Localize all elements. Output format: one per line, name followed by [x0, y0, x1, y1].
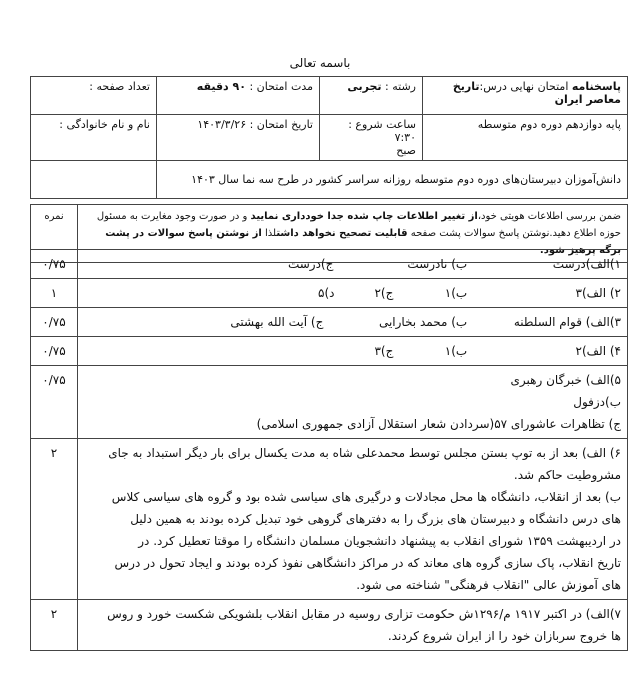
field-value: تجربی — [347, 80, 382, 93]
answer-1-c: ج)درست — [287, 257, 334, 271]
exam-subject-prefix: امتحان نهایی درس: — [479, 80, 569, 93]
answer-6 — [78, 439, 628, 600]
notice-part1: ضمن بررسی اطلاعات هویتی خود، — [477, 211, 621, 222]
duration-cell — [157, 77, 320, 115]
answer-row-1 — [31, 250, 628, 279]
answer-2-c: ج)۲ — [374, 286, 394, 300]
answer-6-line: ۶) الف) بعد از به توپ بستن مجلس توسط محمدعلی شاه به مدت یکسال برای بار دیگر استبداد به جای — [108, 446, 621, 460]
answer-row-7 — [31, 600, 628, 651]
notice-bold1: از تغییر اطلاعات چاپ شده جدا خودداری نمایید — [250, 211, 478, 222]
exam-date-value: ۱۴۰۳/۳/۲۶ — [197, 118, 247, 131]
exam-date-cell — [157, 115, 320, 161]
page-title: باسمه تعالی — [289, 56, 351, 70]
score-2: ۱ — [31, 279, 78, 308]
answer-1 — [78, 250, 628, 279]
answer-row-3 — [31, 308, 628, 337]
answer-5-c: ج) تظاهرات عاشورای ۵۷(سردادن شعار استقلال آزادی جمهوری اسلامی) — [256, 417, 621, 431]
score-1: ۰/۷۵ — [31, 250, 78, 279]
answer-3-a: ۳)الف) قوام السلطنه — [513, 315, 621, 329]
answer-4-b: ب)۱ — [444, 344, 468, 358]
answer-2 — [78, 279, 628, 308]
answer-4-c: ج)۳ — [374, 344, 394, 358]
score-4: ۰/۷۵ — [31, 337, 78, 366]
score-3: ۰/۷۵ — [31, 308, 78, 337]
answer-row-2 — [31, 279, 628, 308]
duration-label: مدت امتحان : — [245, 80, 313, 93]
answer-row-5 — [31, 366, 628, 439]
exam-subject: تاریخ معاصر ایران — [452, 80, 621, 106]
answer-6-line: های آموزش عالی "انقلاب فرهنگی" شناخته می شود. — [356, 578, 621, 592]
score-7: ۲ — [31, 600, 78, 651]
score-6: ۲ — [31, 439, 78, 600]
notice-part2: و در صورت وجود مغایرت به مسئول حوزه اطلاع دهید.نوشتن پاسخ سوالات پشت صفحه — [96, 211, 621, 239]
header-table — [30, 76, 628, 199]
start-time-value: ۷:۳۰ — [394, 131, 416, 144]
answer-6-line: های درس دانشگاه و دبیرستان های بزرگ را به دفترهای گروهی خود تبدیل کرده بودند به همین دلیل — [130, 512, 621, 526]
answer-6-line: مشروطیت حاکم شد. — [513, 468, 621, 482]
score-5: ۰/۷۵ — [31, 366, 78, 439]
answer-5 — [78, 366, 628, 439]
answer-row-6 — [31, 439, 628, 600]
start-time-label: ساعت شروع : — [348, 118, 416, 131]
exam-subject-cell — [423, 77, 628, 115]
students-cell — [157, 161, 628, 199]
field-label: رشته : — [381, 80, 416, 93]
answer-2-a: ۲) الف)۳ — [575, 286, 621, 300]
answer-2-d: د)۵ — [318, 286, 335, 300]
start-time-cell — [320, 115, 423, 161]
answer-row-4 — [31, 337, 628, 366]
name-label: نام و نام خانوادگی : — [59, 118, 150, 131]
answer-sheet-label: پاسخنامه — [571, 80, 621, 93]
answer-3-c: ج) آیت الله بهشتی — [230, 315, 324, 329]
answer-3-b: ب) محمد بخارایی — [378, 315, 468, 329]
notice-part3: لذا — [261, 228, 277, 239]
grade: پایه دوازدهم دوره دوم متوسطه — [477, 118, 621, 131]
answer-4-a: ۴) الف)۲ — [575, 344, 621, 358]
grade-cell — [423, 115, 628, 161]
pages-cell — [31, 77, 157, 115]
field-cell — [320, 77, 423, 115]
pages-label: تعداد صفحه : — [89, 80, 150, 93]
name-cell — [31, 115, 157, 161]
exam-date-label: تاریخ امتحان : — [246, 118, 313, 131]
answer-5-a: ۵)الف) خبرگان رهبری — [510, 373, 621, 387]
students-line: دانش‌آموزان دبیرستان‌های دوره دوم متوسطه روزانه سراسر کشور در طرح سه نما سال ۱۴۰۳ — [191, 173, 621, 186]
answer-6-line: در اردیبهشت ۱۳۵۹ شورای انقلاب به پیشنهاد دانشجویان مسلمان دانشگاه را موقتا تعطیل کرد. در — [138, 534, 621, 548]
start-time-period: صبح — [396, 144, 416, 157]
notice-bold3: از نوشتن پاسخ سوالات در پشت برگه پرهیز شود. — [105, 228, 621, 256]
score-header: نمره — [31, 205, 78, 263]
answer-6-line: تاریخ انقلاب، پاک سازی گروه های معاند که در مراکز دانشگاهی نفوذ کرده بودند و ایجاد تحول در درس — [114, 556, 621, 570]
blank-cell — [31, 161, 157, 199]
answer-7 — [78, 600, 628, 651]
answer-1-b: ب) نادرست — [407, 257, 468, 271]
answer-2-b: ب)۱ — [444, 286, 468, 300]
answer-7-line: ۷)الف) در اکتبر ۱۹۱۷ م/۱۲۹۶ش حکومت تزاری روسیه در مقابل انقلاب بلشویکی شکست خورد و روس — [107, 607, 621, 621]
duration-value: ۹۰ دقیقه — [196, 80, 246, 93]
answer-4 — [78, 337, 628, 366]
answers-table — [30, 249, 628, 651]
notice-bold2: قابلیت تصحیح نخواهد داشت — [276, 228, 408, 239]
answer-5-b: ب)دزفول — [573, 395, 621, 409]
answer-1-a: ۱)الف)درست — [552, 257, 621, 271]
answer-7-line: ها خروج سربازان خود را از ایران شروع کردند. — [387, 629, 621, 643]
answer-3 — [78, 308, 628, 337]
answer-6-line: ب) بعد از انقلاب، دانشگاه ها محل مجادلات و درگیری های سیاسی شده بود و گروه های سیاسی کلاس — [111, 490, 621, 504]
